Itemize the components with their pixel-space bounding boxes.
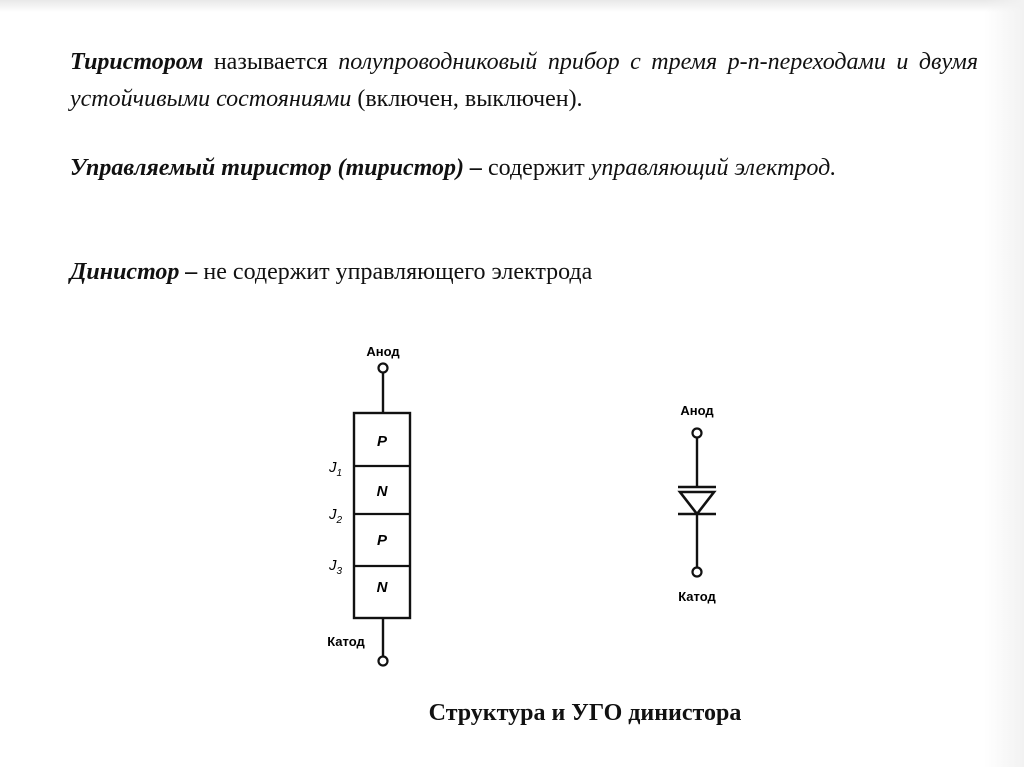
thyristor-term: Тиристором [70, 49, 204, 75]
definition-states: (включен, выключен). [351, 86, 583, 112]
control-electrode-text: управляющий электрод. [590, 155, 837, 181]
junction-letter: J [329, 557, 337, 574]
structure-anode-terminal [379, 364, 388, 373]
controlled-thyristor-term: Управляемый тиристор (тиристор) – [70, 155, 482, 181]
junction-index: 1 [336, 468, 343, 479]
symbol-anode-terminal [693, 429, 702, 438]
junction-letter: J [329, 506, 337, 523]
junction-index: 3 [336, 566, 343, 577]
layer-label: N [376, 483, 388, 500]
dinistor-symbol [678, 403, 717, 604]
structure-anode-label: Анод [366, 344, 400, 359]
structure-cathode-label: Катод [327, 634, 365, 649]
dinistor-description: не содержит управляющего электрода [197, 259, 593, 285]
figure-caption: Структура и УГО динистора [428, 700, 742, 726]
dinistor-term: Динистор – [70, 259, 198, 285]
junction-index: 2 [336, 515, 343, 526]
controlled-thyristor-verb: содержит [482, 155, 591, 181]
junction-letter: J [329, 459, 337, 476]
structure-diagram [327, 344, 410, 666]
symbol-cathode-terminal [693, 568, 702, 577]
junction-label [328, 459, 342, 479]
definition-body: полупроводниковый прибор с тремя p-n-переходами и двумя устойчивыми состояниями [70, 49, 978, 112]
definition-verb: называется [203, 49, 339, 75]
symbol-cathode-label: Катод [678, 589, 716, 604]
symbol-anode-label: Анод [680, 403, 714, 418]
layer-label: P [376, 532, 388, 549]
diode-triangle-icon [680, 492, 714, 514]
junction-label [328, 557, 343, 577]
layer-label: N [376, 579, 388, 596]
junction-label [328, 506, 343, 526]
structure-cathode-terminal [379, 657, 388, 666]
layer-label: P [376, 433, 388, 450]
